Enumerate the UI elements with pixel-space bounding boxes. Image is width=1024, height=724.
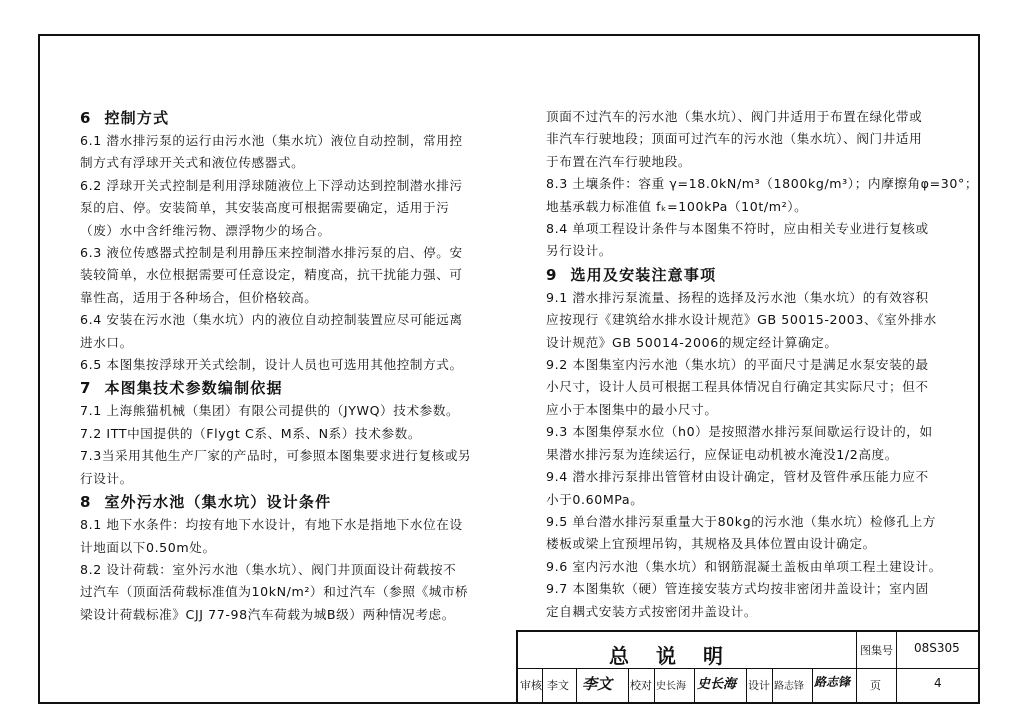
paragraph-line: 于布置在汽车行驶地段。 <box>546 153 692 169</box>
paragraph-line: 9.3 本图集停泵水位（h0）是按照潜水排污泵间歇运行设计的，如 <box>546 424 933 440</box>
paragraph-line: 8.2 设计荷载：室外污水池（集水坑）、阀门井顶面设计荷载按不 <box>80 561 457 577</box>
paragraph-line: 小尺寸，设计人员可根据工程具体情况自行确定其实际尺寸；但不 <box>546 379 929 395</box>
paragraph-line: 定自耦式安装方式按密闭井盖设计。 <box>546 603 758 619</box>
paragraph-line: 梁设计荷载标准》CJJ 77-98汽车荷载为城B级）两种情况考虑。 <box>80 606 455 622</box>
paragraph-line: 行设计。 <box>80 470 133 486</box>
designer-signature: 路志锋 <box>814 675 851 689</box>
design-label: 设计 <box>748 679 770 692</box>
paragraph-line: 6.2 浮球开关式控制是利用浮球随液位上下浮动达到控制潜水排污 <box>80 177 463 193</box>
atlas-number-label: 图集号 <box>860 644 893 657</box>
page-label: 页 <box>870 679 881 692</box>
paragraph-line: 6.3 液位传感器式控制是利用静压来控制潜水排污泵的启、停。安 <box>80 245 463 261</box>
checker-signature: 史长海 <box>697 677 737 692</box>
paragraph-line: 计地面以下0.50m处。 <box>80 539 216 555</box>
paragraph-line: 6.5 本图集按浮球开关式绘制，设计人员也可选用其他控制方式。 <box>80 357 463 373</box>
section-heading: 9 选用及安装注意事项 <box>546 265 717 284</box>
paragraph-line: 9.1 潜水排污泵流量、扬程的选择及污水池（集水坑）的有效容积 <box>546 289 929 305</box>
paragraph-line: 顶面不过汽车的污水池（集水坑）、阀门井适用于布置在绿化带或 <box>546 109 923 124</box>
section-heading: 7 本图集技术参数编制依据 <box>80 379 283 398</box>
reviewer-name: 李文 <box>547 679 569 692</box>
left-column <box>80 106 500 626</box>
paragraph-line: 泵的启、停。安装简单，其安装高度可根据需要确定，适用于污 <box>80 200 450 216</box>
paragraph-line: 非汽车行驶地段；顶面可过汽车的污水池（集水坑）、阀门井适用 <box>546 131 923 147</box>
page-number: 4 <box>934 676 942 690</box>
paragraph-line: 6.1 潜水排污泵的运行由污水池（集水坑）液位自动控制，常用控 <box>80 133 463 148</box>
paragraph-line: 设计规范》GB 50014-2006的规定经计算确定。 <box>546 334 838 350</box>
paragraph-line: 8.1 地下水条件：均按有地下水设计，有地下水是指地下水位在设 <box>80 517 463 533</box>
review-label: 审核 <box>520 679 542 692</box>
section-heading: 8 室外污水池（集水坑）设计条件 <box>80 493 332 512</box>
checker-name: 史长海 <box>656 681 686 692</box>
paragraph-line: 6.4 安装在污水池（集水坑）内的液位自动控制装置应尽可能远离 <box>80 312 463 328</box>
paragraph-line: 小于0.60MPa。 <box>546 491 644 507</box>
paragraph-line: 进水口。 <box>80 334 133 350</box>
paragraph-line: 果潜水排污泵为连续运行，应保证电动机被水淹没1/2高度。 <box>546 446 898 462</box>
paragraph-line: 9.7 本图集软（硬）管连接安装方式均按非密闭井盖设计；室内固 <box>546 581 929 597</box>
paragraph-line: 9.5 单台潜水排污泵重量大于80kg的污水池（集水坑）检修孔上方 <box>546 513 936 529</box>
title-block <box>516 630 980 704</box>
paragraph-line: 7.2 ITT中国提供的（Flygt C系、M系、N系）技术参数。 <box>80 425 422 441</box>
paragraph-line: 应小于本图集中的最小尺寸。 <box>546 401 718 417</box>
paragraph-line: 9.6 室内污水池（集水坑）和钢筋混凝土盖板由单项工程土建设计。 <box>546 558 942 574</box>
paragraph-line: 另行设计。 <box>546 243 612 259</box>
atlas-number: 08S305 <box>914 641 960 655</box>
paragraph-line: （废）水中含纤维污物、漂浮物少的场合。 <box>80 222 331 238</box>
paragraph-line: 过汽车（顶面活荷载标准值为10kN/m²）和过汽车（参照《城市桥 <box>80 584 469 600</box>
paragraph-line: 9.4 潜水排污泵排出管管材由设计确定，管材及管件承压能力应不 <box>546 469 929 485</box>
paragraph-line: 8.3 土壤条件：容重 γ=18.0kN/m³（1800kg/m³）；内摩擦角φ=30°； <box>546 176 979 192</box>
paragraph-line: 楼板或梁上宜预埋吊钩，其规格及具体位置由设计确定。 <box>546 536 876 552</box>
right-column <box>546 106 979 623</box>
paragraph-line: 9.2 本图集室内污水池（集水坑）的平面尺寸是满足水泵安装的最 <box>546 357 929 373</box>
paragraph-line: 地基承载力标准值 fₖ=100kPa（10t/m²）。 <box>546 198 808 214</box>
reviewer-signature: 李文 <box>582 675 613 693</box>
section-heading: 6 控制方式 <box>80 109 170 127</box>
paragraph-line: 应按现行《建筑给水排水设计规范》GB 50015-2003、《室外排水 <box>546 312 937 328</box>
paragraph-line: 靠性高，适用于各种场合，但价格较高。 <box>80 289 318 305</box>
sheet-title: 总 说 明 <box>609 644 733 668</box>
paragraph-line: 7.3当采用其他生产厂家的产品时，可参照本图集要求进行复核或另 <box>80 448 472 464</box>
paragraph-line: 8.4 单项工程设计条件与本图集不符时，应由相关专业进行复核或 <box>546 221 929 237</box>
paragraph-line: 装较简单，水位根据需要可任意设定，精度高，抗干扰能力强、可 <box>80 267 463 283</box>
check-label: 校对 <box>630 679 652 692</box>
paragraph-line: 7.1 上海熊猫机械（集团）有限公司提供的（JYWQ）技术参数。 <box>80 403 460 419</box>
paragraph-line: 制方式有浮球开关式和液位传感器式。 <box>80 155 305 171</box>
designer-name: 路志锋 <box>774 681 804 692</box>
